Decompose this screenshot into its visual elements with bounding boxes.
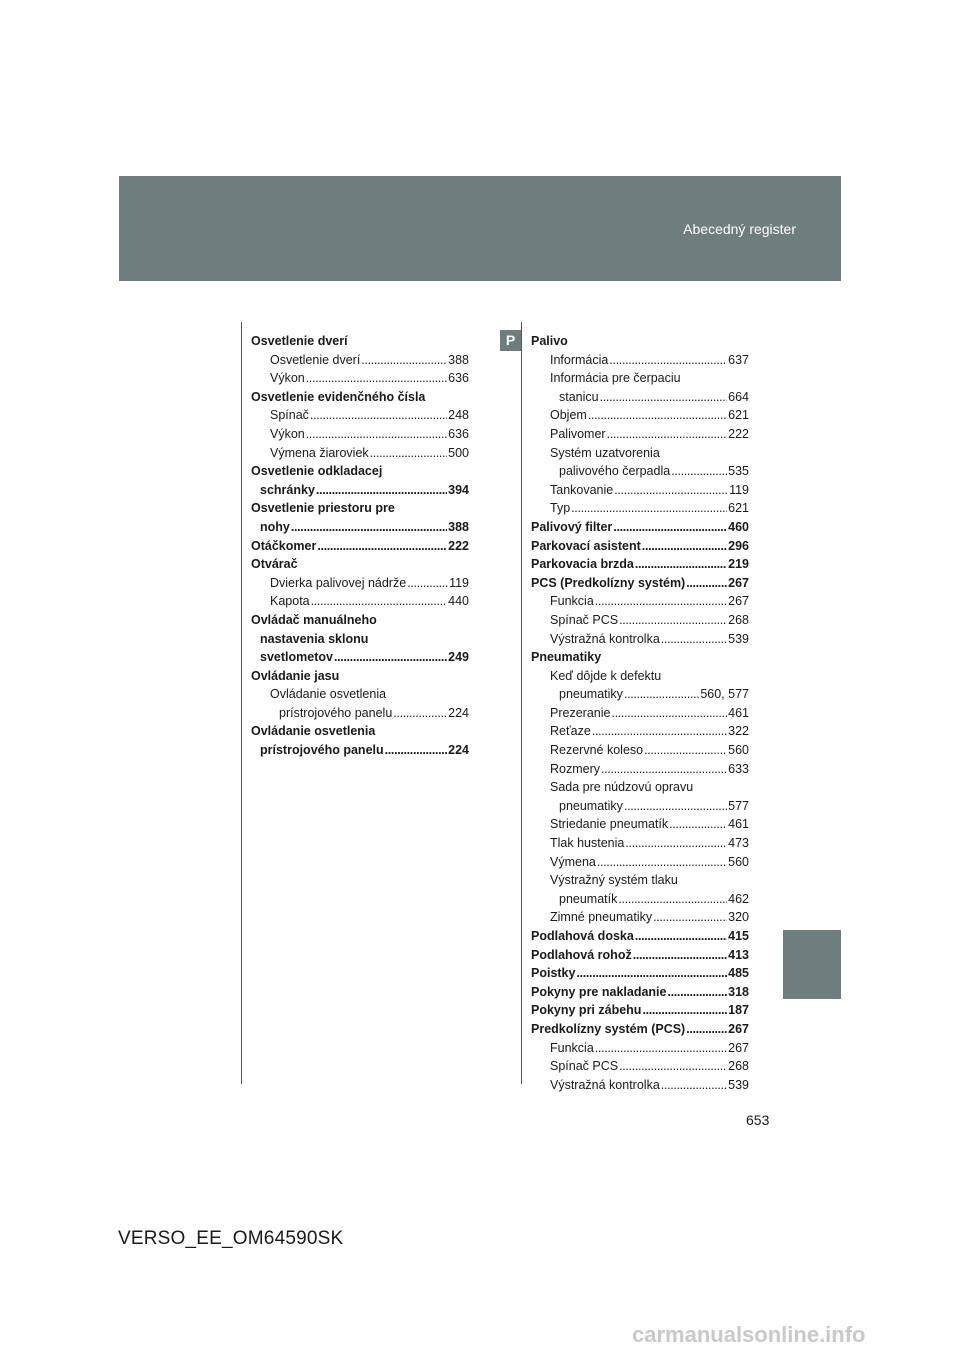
index-entry [531,964,749,983]
index-entry [531,834,749,853]
dot-leader [601,760,727,779]
entry-term: prístrojového panelu [279,705,393,720]
entry-term: Reťaze [550,724,591,739]
entry-page-ref: 222 [728,426,749,441]
entry-term: svetlometov [260,650,333,665]
index-entry [251,648,469,667]
entry-page-ref: 637 [728,352,749,367]
entry-page-ref: 664 [728,389,749,404]
dot-leader [571,499,727,518]
entry-term: Osvetlenie priestoru pre [251,501,395,516]
index-entry [531,518,749,537]
dot-leader [311,592,448,611]
entry-term: Parkovací asistent [531,538,641,553]
index-entry [531,388,749,407]
dot-leader [310,406,447,425]
index-entry [531,462,749,481]
index-entry [531,685,749,704]
entry-term: Parkovacia brzda [531,557,634,572]
index-column-left [251,332,469,760]
entry-term: Výmena žiaroviek [270,445,369,460]
index-entry [531,797,749,816]
entry-page-ref: 413 [728,947,749,962]
dot-leader [609,351,727,370]
entry-term: pneumatík [559,891,618,906]
entry-page-ref: 187 [728,1003,749,1018]
entry-term: Keď dôjde k defektu [550,668,662,683]
entry-term: Ovládanie osvetlenia [251,724,376,739]
section-title: Abecedný register [683,221,796,237]
entry-page-ref: 318 [728,984,749,999]
entry-term: Spínač PCS [550,1059,619,1074]
index-entry [251,722,469,741]
dot-leader [644,741,727,760]
index-entry [531,444,749,463]
entry-page-ref: 636 [448,371,469,386]
index-entry [531,1076,749,1095]
document-code: VERSO_EE_OM64590SK [118,1228,344,1249]
entry-page-ref: 119 [729,482,749,497]
entry-term: Otáčkomer [251,538,317,553]
entry-page-ref: 535 [728,464,749,479]
dot-leader [595,592,727,611]
entry-page-ref: 621 [728,408,749,423]
index-entry [251,685,469,704]
index-entry [251,499,469,518]
entry-page-ref: 633 [728,761,749,776]
entry-term: Kapota [270,594,310,609]
index-entry [531,369,749,388]
entry-page-ref: 296 [728,538,749,553]
index-entry [531,574,749,593]
dot-leader [642,1001,727,1020]
entry-term: Ovládanie jasu [251,668,340,683]
dot-leader [619,611,727,630]
dot-leader [600,388,728,407]
entry-term: Ovládanie osvetlenia [270,687,387,702]
dot-leader [669,815,727,834]
entry-term: Palivo [531,334,568,348]
entry-page-ref: 322 [728,724,749,739]
index-entry [251,704,469,723]
header-band [119,176,841,281]
index-entry [251,462,469,481]
entry-term: Funkcia [550,1040,594,1055]
entry-page-ref: 539 [728,631,749,646]
entry-term: Spínač [270,408,309,423]
dot-leader [686,574,727,593]
watermark: carmanualsonline.info [632,1322,866,1347]
dot-leader [686,1020,727,1039]
index-entry [531,555,749,574]
index-entry [531,499,749,518]
dot-leader [576,964,727,983]
entry-page-ref: 388 [448,352,469,367]
index-entry [531,1057,749,1076]
dot-leader [306,425,447,444]
dot-leader [614,481,728,500]
index-entry [251,592,469,611]
entry-page-ref: 320 [728,910,749,925]
index-entry [531,667,749,686]
index-entry [251,574,469,593]
entry-page-ref: 248 [448,408,469,423]
entry-page-ref: 560, 577 [700,687,749,702]
entry-page-ref: 267 [728,594,749,609]
entry-page-ref: 224 [448,743,469,758]
dot-leader [661,1076,727,1095]
entry-page-ref: 388 [448,519,469,534]
entry-term: Výkon [270,371,305,386]
dot-leader [635,555,727,574]
index-entry [251,406,469,425]
column-divider-right [521,322,522,1084]
entry-term: prístrojového panelu [260,743,384,758]
entry-term: Výmena [550,854,596,869]
entry-term: Rozmery [550,761,601,776]
entry-term: Predkolízny systém (PCS) [531,1021,686,1036]
entry-page-ref: 267 [728,1021,749,1036]
index-column-right [531,332,749,1094]
index-entry [531,890,749,909]
entry-page-ref: 249 [448,650,469,665]
entry-page-ref: 268 [728,612,749,627]
dot-leader [595,1039,727,1058]
index-entry [251,388,469,407]
entry-page-ref: 415 [728,929,749,943]
entry-term: Pneumatiky [531,650,602,665]
index-entry [531,722,749,741]
entry-term: Informácia [550,352,609,367]
side-thumb-tab [783,930,841,999]
entry-term: Osvetlenie dverí [270,352,361,367]
entry-page-ref: 462 [728,891,749,906]
entry-term: Podlahová rohož [531,947,632,962]
dot-leader [661,630,727,649]
entry-term: Výstražná kontrolka [550,1077,660,1092]
entry-term: Ovládač manuálneho [251,612,377,627]
entry-term: stanicu [559,389,599,404]
entry-term: Striedanie pneumatík [550,817,669,832]
index-entry [531,648,749,667]
index-entry [531,815,749,834]
entry-term: Prezeranie [550,705,611,720]
entry-term: Rezervné koleso [550,743,644,758]
dot-leader [633,946,727,965]
dot-leader [361,351,447,370]
entry-term: PCS (Predkolízny systém) [531,575,686,590]
index-entry [251,741,469,760]
index-entry [531,1020,749,1039]
entry-page-ref: 461 [728,705,749,720]
index-entry [531,983,749,1002]
entry-term: Sada pre núdzovú opravu [550,780,694,795]
dot-leader [642,537,727,556]
column-divider-left [241,322,242,1084]
index-entry [251,444,469,463]
index-entry [531,425,749,444]
dot-leader [671,462,727,481]
entry-term: Zimné pneumatiky [550,910,653,925]
entry-term: Systém uzatvorenia [550,445,660,460]
entry-term: pneumatiky [559,687,623,702]
dot-leader [653,908,727,927]
index-entry [251,481,469,500]
index-entry [251,667,469,686]
entry-page-ref: 224 [448,705,469,720]
entry-page-ref: 621 [728,501,749,516]
dot-leader [667,983,727,1002]
entry-page-ref: 461 [728,817,749,832]
entry-page-ref: 485 [728,966,749,981]
entry-term: Palivomer [550,426,606,441]
dot-leader [592,722,727,741]
dot-leader [607,425,728,444]
dot-leader [613,518,727,537]
index-entry [531,592,749,611]
entry-term: Typ [550,501,571,516]
index-entry [531,946,749,965]
dot-leader [635,927,727,946]
entry-page-ref: 577 [728,798,749,813]
dot-leader [588,406,727,425]
dot-leader [624,685,699,704]
dot-leader [624,797,727,816]
entry-term: Výstražný systém tlaku [550,873,678,888]
index-entry [531,481,749,500]
index-entry [531,760,749,779]
entry-page-ref: 267 [728,1040,749,1055]
entry-term: Otvárač [251,557,298,572]
entry-term: pneumatiky [559,798,623,813]
entry-page-ref: 394 [448,482,469,497]
index-entry [531,741,749,760]
index-entry [251,332,469,351]
entry-term: Spínač PCS [550,612,619,627]
index-entry [531,332,749,351]
dot-leader [407,574,448,593]
dot-leader [611,704,727,723]
index-entry [531,406,749,425]
index-entry [531,537,749,556]
index-entry [531,351,749,370]
index-entry [531,778,749,797]
entry-term: palivového čerpadla [559,464,671,479]
dot-leader [317,537,447,556]
dot-leader [625,834,727,853]
entry-term: Objem [550,408,587,423]
dot-leader [385,741,448,760]
entry-page-ref: 440 [448,594,469,609]
entry-term: Osvetlenie dverí [251,334,348,348]
dot-leader [370,444,447,463]
page-number: 653 [746,1112,770,1128]
entry-term: Palivový filter [531,519,613,534]
entry-term: nastavenia sklonu [260,631,369,646]
index-entry [531,853,749,872]
index-entry [251,555,469,574]
index-entry [251,425,469,444]
entry-term: Osvetlenie evidenčného čísla [251,389,426,404]
index-entry [251,369,469,388]
index-entry [531,611,749,630]
entry-page-ref: 219 [728,557,749,572]
entry-page-ref: 460 [728,519,749,534]
entry-term: Podlahová doska [531,929,634,943]
index-entry [251,537,469,556]
entry-page-ref: 268 [728,1059,749,1074]
entry-term: Pokyny pri zábehu [531,1003,642,1018]
entry-term: Osvetlenie odkladacej [251,464,383,479]
entry-term: Poistky [531,966,576,981]
entry-term: Informácia pre čerpaciu [550,371,681,386]
index-entry [531,1001,749,1020]
entry-term: schránky [260,482,315,497]
entry-term: Dvierka palivovej nádrže [270,575,407,590]
entry-term: nohy [260,519,290,534]
index-entry [251,630,469,649]
entry-page-ref: 222 [448,538,469,553]
dot-leader [316,481,447,500]
entry-term: Výkon [270,426,305,441]
entry-term: Tankovanie [550,482,614,497]
dot-leader [306,369,447,388]
dot-leader [597,853,727,872]
index-entry [531,630,749,649]
entry-term: Funkcia [550,594,594,609]
entry-page-ref: 473 [728,836,749,851]
entry-page-ref: 500 [448,445,469,460]
index-entry [251,611,469,630]
dot-leader [291,518,447,537]
dot-leader [334,648,447,667]
entry-term: Tlak hustenia [550,836,625,851]
dot-leader [393,704,447,723]
entry-page-ref: 539 [728,1077,749,1092]
entry-page-ref: 636 [448,426,469,441]
entry-page-ref: 560 [728,854,749,869]
index-entry [251,351,469,370]
index-entry [531,704,749,723]
entry-term: Výstražná kontrolka [550,631,660,646]
entry-term: Pokyny pre nakladanie [531,984,667,999]
index-entry [251,518,469,537]
entry-page-ref: 119 [449,575,469,590]
dot-leader [618,890,727,909]
index-entry [531,908,749,927]
index-entry [531,927,749,946]
entry-page-ref: 267 [728,575,749,590]
letter-badge: P [500,330,521,351]
index-entry [531,1039,749,1058]
dot-leader [619,1057,727,1076]
entry-page-ref: 560 [728,743,749,758]
index-entry [531,871,749,890]
